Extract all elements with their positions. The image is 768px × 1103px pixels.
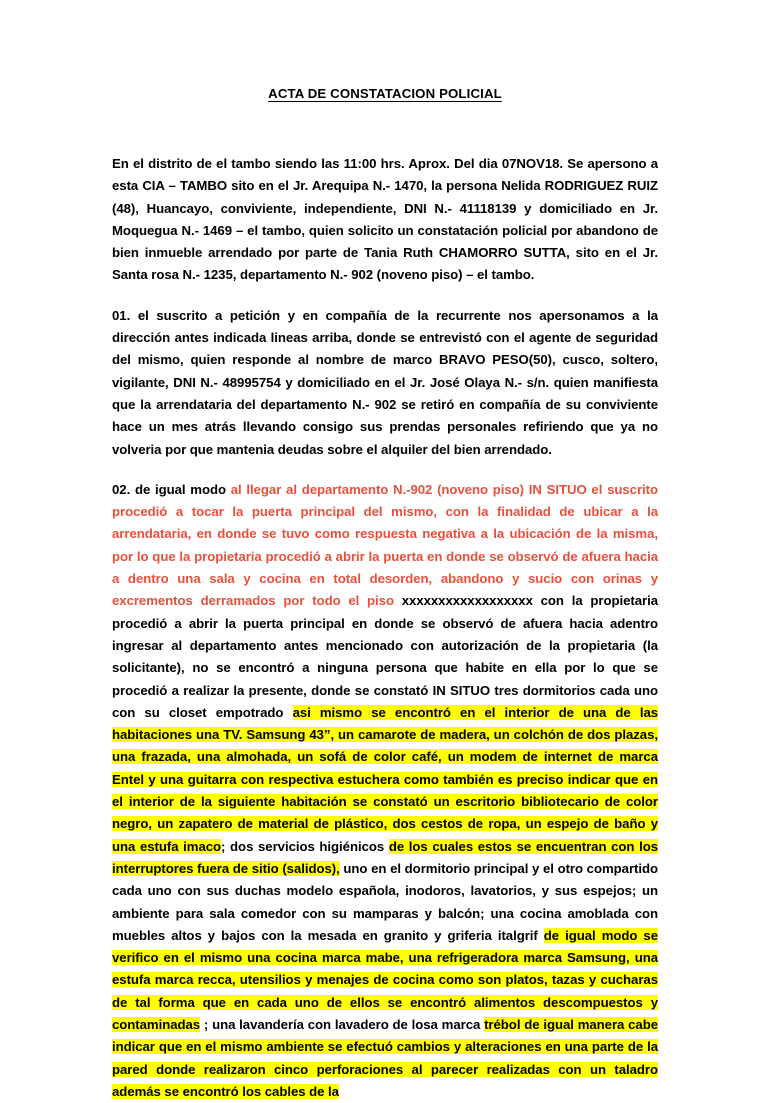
text-run: ; dos servicios higiénicos: [221, 838, 389, 854]
paragraph-item-01: [112, 305, 658, 461]
text-run: trébol de igual manera cabe indicar que en el mismo ambiente se efectuó cambios y alteraciones en una parte de la pared donde realizaron cinco perforaciones al parecer realizadas con un taladro además se encontró los cables de la: [112, 1016, 659, 1099]
text-run: uno en el dormitorio principal y el otro compartido cada uno con sus duchas modelo española, inodoros, lavatorios, y sus espejos; un ambiente para sala comedor con su mamparas y balcón; una cocina amoblada con muebles altos y bajos con la mesada en granito y griferia italgrif: [112, 860, 658, 943]
text-run: de los cuales estos se encuentran con los interruptores fuera de sitio (salidos),: [112, 838, 658, 876]
text-run: asi mismo se encontró en el interior de una de las habitaciones una TV. Samsung 43”, un camarote de madera, un colchón de dos plazas, una frazada, una almohada, un sofá de color café, un modem de internet de marca Entel y una guitarra con respectiva estuchera como también es preciso indicar que en el interior de la siguiente habitación se constató un escritorio bibliotecario de color negro, un zapatero de material de plástico, dos cestos de ropa, un espejo de baño y una estufa imaco: [112, 704, 659, 854]
text-run: al llegar al departamento N.-902 (noveno piso) IN SITUO el suscrito procedió a tocar la puerta principal del mismo, con la finalidad de ubicar a la arrendataria, en donde se tuvo como respuesta negativa a la ubicación de la misma, por lo que la propietaria procedió a abrir la puerta en donde se observó de afuera hacia a dentro una sala y cocina en total desorden, abandono y sucio con orinas y excrementos derramados por todo el piso: [112, 481, 658, 609]
text-run: ; una lavandería con lavadero de losa marca: [200, 1016, 485, 1032]
text-run: xxxxxxxxxxxxxxxxxx con la propietaria procedió a abrir la puerta principal en donde se observó de afuera hacia adentro ingresar al departamento antes mencionado con autorización de la propietaria (la solicitante), no se encontró a ninguna persona que habite en ella por lo que se procedió a realizar la presente, donde se constató IN SITUO tres dormitorios cada uno con su closet empotrado: [112, 593, 658, 720]
paragraph-intro: [112, 153, 658, 287]
text-run: de igual modo se verifico en el mismo una cocina marca mabe, una refrigeradora marca Samsung, una estufa marca recca, utensilios y menajes de cocina como son platos, tazas y cucharas de tal forma que en cada uno de ellos se encontró alimentos descompuestos y contaminadas: [112, 927, 658, 1032]
page-title-text: ACTA DE CONSTATACION POLICIAL: [268, 86, 502, 101]
document-body: [112, 0, 658, 1103]
text-run: 02. de igual modo: [112, 481, 231, 497]
text-run: En el distrito de el tambo siendo las 11:00 hrs. Aprox. Del dia 07NOV18. Se apersono a esta CIA – TAMBO sito en el Jr. Arequipa N.- 1470, la persona Nelida RODRIGUEZ RUIZ (48), Huancayo, conviviente, independiente, DNI N.- 41118139 y domiciliado en Jr. Moquegua N.- 1469 – el tambo, quien solicito un constatación policial por abandono de bien inmueble arrendado por parte de Tania Ruth CHAMORRO SUTTA, sito en el Jr. Santa rosa N.- 1235, departamento N.- 902 (noveno piso) – el tambo.: [112, 156, 658, 283]
text-run: 01. el suscrito a petición y en compañía de la recurrente nos apersonamos a la dirección antes indicada lineas arriba, donde se entrevistó con el agente de seguridad del mismo, quien responde al nombre de marco BRAVO PESO(50), cusco, soltero, vigilante, DNI N.- 48995754 y domiciliado en el Jr. José Olaya N.- s/n. quien manifiesta que la arrendataria del departamento N.- 902 se retiró en compañía de su conviviente hace un mes atrás llevando consigo sus prendas personales refiriendo que ya no volveria por que mantenia deudas sobre el alquiler del bien arrendado.: [112, 307, 658, 457]
paragraph-item-02: [112, 479, 658, 1103]
page-title: [112, 86, 658, 101]
